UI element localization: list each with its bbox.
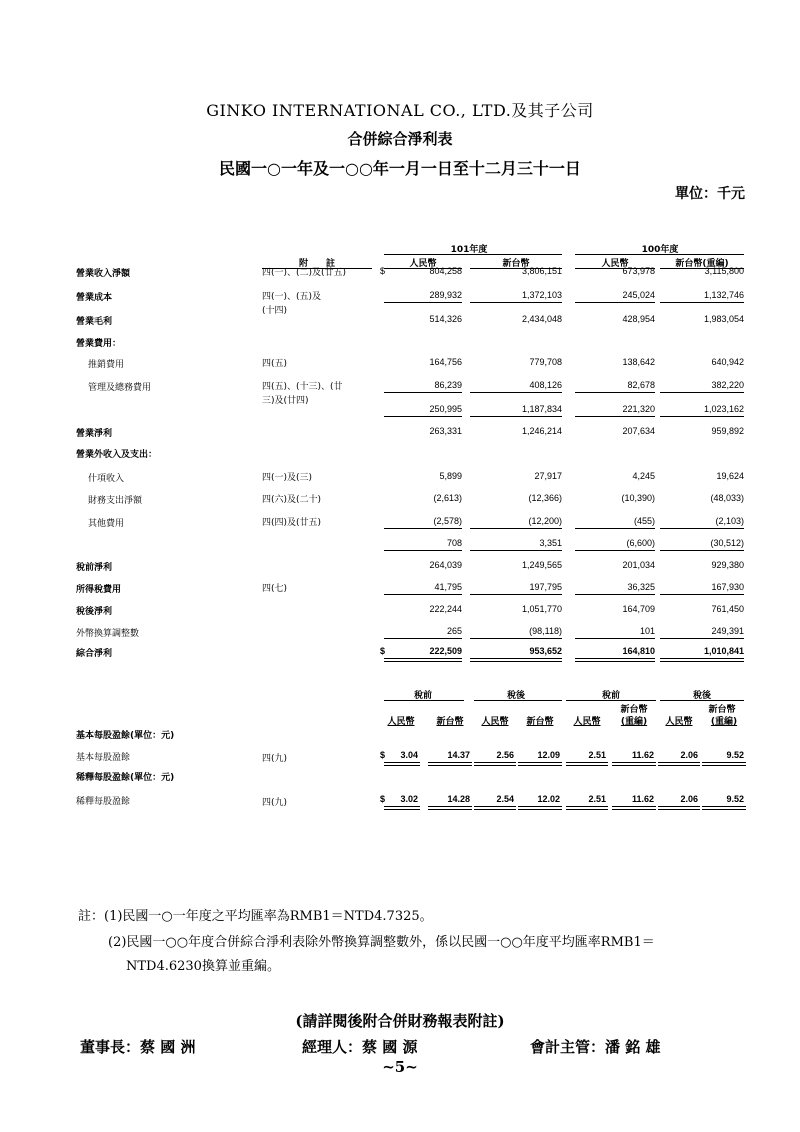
eps-value: 11.62 bbox=[631, 750, 654, 760]
double-underline bbox=[384, 658, 462, 662]
underline bbox=[384, 392, 462, 393]
eps-ntd-top: 新台幣 bbox=[708, 705, 736, 715]
cell: 263,331 bbox=[429, 426, 462, 436]
underline bbox=[575, 528, 655, 529]
diluted-eps-header: 稀釋每股盈餘(單位：元) bbox=[76, 773, 175, 783]
underline bbox=[660, 392, 744, 393]
dollar-sign: $ bbox=[380, 794, 386, 804]
cell: 1,023,162 bbox=[703, 404, 744, 414]
double-underline bbox=[702, 806, 746, 810]
row-note-text: 四(一)、(五)及 (十四) bbox=[262, 292, 322, 316]
eps-value: 12.02 bbox=[537, 794, 560, 804]
double-underline bbox=[384, 806, 420, 810]
cell: 514,326 bbox=[429, 314, 462, 324]
underline bbox=[575, 550, 655, 551]
cell: 245,024 bbox=[622, 290, 655, 300]
cell: (2,613) bbox=[433, 493, 462, 503]
divider bbox=[384, 254, 562, 255]
double-underline bbox=[612, 762, 656, 766]
underline bbox=[575, 302, 655, 303]
cell: 289,932 bbox=[429, 290, 462, 300]
col-rmb-101: 人民幣 bbox=[409, 259, 437, 269]
double-underline bbox=[702, 762, 746, 766]
underline bbox=[470, 528, 562, 529]
eps-aftertax-101: 稅後 bbox=[506, 691, 525, 701]
cell: 428,954 bbox=[622, 314, 655, 324]
cell: 101 bbox=[639, 626, 655, 636]
cell: 138,642 bbox=[622, 357, 655, 367]
cell: 3,806,151 bbox=[521, 266, 562, 276]
cell: 959,892 bbox=[711, 426, 744, 436]
eps-value: 14.28 bbox=[447, 794, 470, 804]
see-notes: (請詳閱後附合併財務報表附註) bbox=[295, 1012, 505, 1030]
cell: 408,126 bbox=[529, 380, 562, 390]
eps-value: 2.54 bbox=[496, 794, 514, 804]
cell: 207,634 bbox=[622, 426, 655, 436]
underline bbox=[660, 302, 744, 303]
eps-value: 12.09 bbox=[537, 750, 560, 760]
cell: (48,033) bbox=[710, 493, 744, 503]
underline bbox=[470, 416, 562, 417]
cell: 86,239 bbox=[434, 380, 462, 390]
double-underline bbox=[384, 762, 420, 766]
underline bbox=[660, 416, 744, 417]
row-note: 四(六)及(二十) bbox=[262, 495, 322, 505]
cell: 1,372,103 bbox=[521, 290, 562, 300]
period-title: 民國一○一年及一○○年一月一日至十二月三十一日 bbox=[219, 159, 581, 178]
cell: 265 bbox=[446, 626, 462, 636]
cell: 201,034 bbox=[622, 560, 655, 570]
row-label-other-expenses: 其他費用 bbox=[88, 519, 125, 529]
footnote-2b: NTD4.6230換算並重編。 bbox=[126, 959, 280, 974]
row-label-gross-profit: 營業毛利 bbox=[76, 317, 113, 327]
underline bbox=[660, 550, 744, 551]
underline bbox=[470, 594, 562, 595]
eps-pretax-100: 稅前 bbox=[601, 691, 620, 701]
eps-ntd-top: 新台幣 bbox=[620, 705, 648, 715]
cell: 36,325 bbox=[627, 582, 655, 592]
eps-col-rmb: 人民幣 bbox=[573, 717, 601, 727]
double-underline bbox=[566, 762, 608, 766]
double-underline bbox=[518, 762, 562, 766]
double-underline bbox=[660, 658, 744, 662]
cell: 1,132,746 bbox=[703, 290, 744, 300]
cell: (6,600) bbox=[626, 538, 655, 548]
year-100-header: 100年度 bbox=[641, 245, 679, 255]
row-note: 四(七) bbox=[262, 584, 288, 594]
page-number: ~5~ bbox=[382, 1058, 418, 1076]
row-label-pretax-income: 稅前淨利 bbox=[76, 563, 113, 573]
cell: 19,624 bbox=[716, 471, 744, 481]
eps-value: 2.06 bbox=[680, 794, 698, 804]
underline bbox=[384, 638, 462, 639]
eps-value: 2.51 bbox=[588, 794, 606, 804]
eps-col-rmb: 人民幣 bbox=[481, 717, 509, 727]
row-label-cost: 營業成本 bbox=[76, 293, 113, 303]
cell: (12,200) bbox=[528, 516, 562, 526]
cell: 708 bbox=[446, 538, 462, 548]
row-label-revenue: 營業收入淨額 bbox=[76, 269, 131, 279]
diluted-eps-note: 四(九) bbox=[262, 798, 288, 808]
footnote-1: 註：(1)民國一○一年度之平均匯率為RMB1＝NTD4.7325。 bbox=[78, 909, 433, 924]
double-underline bbox=[474, 806, 516, 810]
cell: (2,578) bbox=[433, 516, 462, 526]
cell: (455) bbox=[633, 516, 655, 526]
underline bbox=[660, 594, 744, 595]
cell: 1,051,770 bbox=[521, 604, 562, 614]
cell: 1,983,054 bbox=[703, 314, 744, 324]
col-rmb-100: 人民幣 bbox=[601, 259, 629, 269]
basic-eps-note: 四(九) bbox=[262, 754, 288, 764]
manager-signature: 經理人：蔡 國 源 bbox=[302, 1038, 418, 1056]
eps-value: 2.56 bbox=[496, 750, 514, 760]
underline bbox=[575, 392, 655, 393]
double-underline bbox=[428, 806, 472, 810]
row-label-operating-expenses: 營業費用： bbox=[76, 339, 122, 349]
dollar-sign: $ bbox=[380, 646, 386, 656]
underline bbox=[575, 638, 655, 639]
cell: 249,391 bbox=[711, 626, 744, 636]
cell: 929,380 bbox=[711, 560, 744, 570]
eps-col-ntd: 新台幣 bbox=[436, 717, 464, 727]
row-label-income-tax: 所得稅費用 bbox=[76, 585, 122, 595]
cell: 953,652 bbox=[529, 646, 562, 656]
underline bbox=[384, 416, 462, 417]
double-underline bbox=[575, 658, 655, 662]
basic-eps-header: 基本每股盈餘(單位：元) bbox=[76, 731, 175, 741]
eps-value: 3.02 bbox=[400, 794, 418, 804]
double-underline bbox=[428, 762, 472, 766]
cell: 41,795 bbox=[434, 582, 462, 592]
cell: 1,010,841 bbox=[703, 646, 744, 656]
underline bbox=[470, 638, 562, 639]
note-column-header: 附 註 bbox=[298, 259, 335, 269]
cell: 164,756 bbox=[429, 357, 462, 367]
divider bbox=[660, 700, 744, 701]
row-note: 四(四)及(廿五) bbox=[262, 518, 322, 528]
underline bbox=[470, 550, 562, 551]
row-note bbox=[262, 290, 321, 318]
cell: (30,512) bbox=[710, 538, 744, 548]
eps-pretax-101: 稅前 bbox=[413, 691, 432, 701]
underline bbox=[470, 302, 562, 303]
row-note-text: 四(五)、(十三)、(廿 三)及(廿四) bbox=[262, 382, 343, 406]
double-underline bbox=[566, 806, 608, 810]
cell: 4,245 bbox=[632, 471, 655, 481]
cell: 382,220 bbox=[711, 380, 744, 390]
row-note bbox=[262, 380, 343, 408]
dollar-sign: $ bbox=[380, 266, 386, 276]
eps-value: 11.62 bbox=[631, 794, 654, 804]
underline bbox=[575, 594, 655, 595]
cell: (2,103) bbox=[715, 516, 744, 526]
eps-value: 3.04 bbox=[400, 750, 418, 760]
company-title: GINKO INTERNATIONAL CO., LTD.及其子公司 bbox=[206, 101, 594, 120]
eps-col-restated: (重編) bbox=[710, 717, 738, 727]
cell: 804,258 bbox=[429, 266, 462, 276]
cell: (10,390) bbox=[621, 493, 655, 503]
divider bbox=[474, 700, 562, 701]
row-label-misc-income: 什項收入 bbox=[88, 474, 125, 484]
unit-label: 單位：千元 bbox=[675, 186, 745, 202]
col-ntd-100: 新台幣(重編) bbox=[675, 259, 729, 269]
underline bbox=[575, 416, 655, 417]
accountant-signature: 會計主管：潘 銘 雄 bbox=[530, 1038, 661, 1056]
cell: 1,246,214 bbox=[521, 426, 562, 436]
row-label-admin: 管理及總務費用 bbox=[88, 383, 152, 393]
year-101-header: 101年度 bbox=[450, 245, 488, 255]
eps-col-restated: (重編) bbox=[620, 717, 648, 727]
double-underline bbox=[518, 806, 562, 810]
eps-value: 9.52 bbox=[726, 750, 744, 760]
row-label-net-income: 稅後淨利 bbox=[76, 607, 113, 617]
double-underline bbox=[612, 806, 656, 810]
double-underline bbox=[474, 762, 516, 766]
cell: 1,249,565 bbox=[521, 560, 562, 570]
cell: 27,917 bbox=[534, 471, 562, 481]
row-label-operating-income: 營業淨利 bbox=[76, 429, 113, 439]
cell: 164,810 bbox=[622, 646, 655, 656]
row-label-finance-cost: 財務支出淨額 bbox=[88, 496, 143, 506]
row-note: 四(一)及(三) bbox=[262, 473, 313, 483]
underline bbox=[660, 638, 744, 639]
eps-col-rmb: 人民幣 bbox=[665, 717, 693, 727]
cell: 222,244 bbox=[429, 604, 462, 614]
row-label-comprehensive-income: 綜合淨利 bbox=[76, 649, 113, 659]
row-label-fx-translation: 外幣換算調整數 bbox=[76, 629, 140, 639]
cell: 779,708 bbox=[529, 357, 562, 367]
cell: 5,899 bbox=[439, 471, 462, 481]
divider bbox=[575, 254, 744, 255]
eps-value: 9.52 bbox=[726, 794, 744, 804]
eps-col-ntd: 新台幣 bbox=[526, 717, 554, 727]
cell: 1,187,834 bbox=[521, 404, 562, 414]
chairman-signature: 董事長：蔡 國 洲 bbox=[80, 1038, 196, 1056]
cell: 3,351 bbox=[539, 538, 562, 548]
underline bbox=[660, 528, 744, 529]
row-note: 四(一)、(二)及(廿五) bbox=[262, 268, 347, 278]
divider bbox=[566, 700, 656, 701]
cell: 167,930 bbox=[711, 582, 744, 592]
underline bbox=[384, 302, 462, 303]
eps-aftertax-100: 稅後 bbox=[692, 691, 711, 701]
row-label-selling: 推銷費用 bbox=[88, 360, 125, 370]
cell: 2,434,048 bbox=[521, 314, 562, 324]
underline bbox=[384, 550, 462, 551]
diluted-eps-label: 稀釋每股盈餘 bbox=[76, 797, 131, 807]
cell: 264,039 bbox=[429, 560, 462, 570]
underline bbox=[384, 594, 462, 595]
double-underline bbox=[658, 762, 700, 766]
underline bbox=[384, 528, 462, 529]
cell: 221,320 bbox=[622, 404, 655, 414]
cell: 222,509 bbox=[429, 646, 462, 656]
eps-value: 2.06 bbox=[680, 750, 698, 760]
cell: 164,709 bbox=[622, 604, 655, 614]
dollar-sign: $ bbox=[380, 750, 386, 760]
cell: 197,795 bbox=[529, 582, 562, 592]
cell: 250,995 bbox=[429, 404, 462, 414]
cell: 761,450 bbox=[711, 604, 744, 614]
double-underline bbox=[658, 806, 700, 810]
basic-eps-label: 基本每股盈餘 bbox=[76, 753, 131, 763]
col-ntd-101: 新台幣 bbox=[502, 259, 530, 269]
cell: 82,678 bbox=[627, 380, 655, 390]
row-note: 四(五) bbox=[262, 359, 288, 369]
cell: 673,978 bbox=[622, 266, 655, 276]
cell: (12,366) bbox=[528, 493, 562, 503]
footnote-2a: (2)民國一○○年度合併綜合淨利表除外幣換算調整數外，係以民國一○○年度平均匯率RMB1＝ bbox=[108, 935, 655, 950]
cell: (98,118) bbox=[529, 626, 562, 636]
eps-col-rmb: 人民幣 bbox=[387, 717, 415, 727]
divider bbox=[384, 700, 464, 701]
statement-title: 合併綜合淨利表 bbox=[347, 130, 453, 148]
underline bbox=[470, 392, 562, 393]
row-label-non-operating: 營業外收入及支出： bbox=[76, 450, 158, 460]
eps-value: 2.51 bbox=[588, 750, 606, 760]
cell: 3,115,800 bbox=[704, 266, 744, 276]
eps-value: 14.37 bbox=[447, 750, 470, 760]
double-underline bbox=[470, 658, 562, 662]
cell: 640,942 bbox=[711, 357, 744, 367]
